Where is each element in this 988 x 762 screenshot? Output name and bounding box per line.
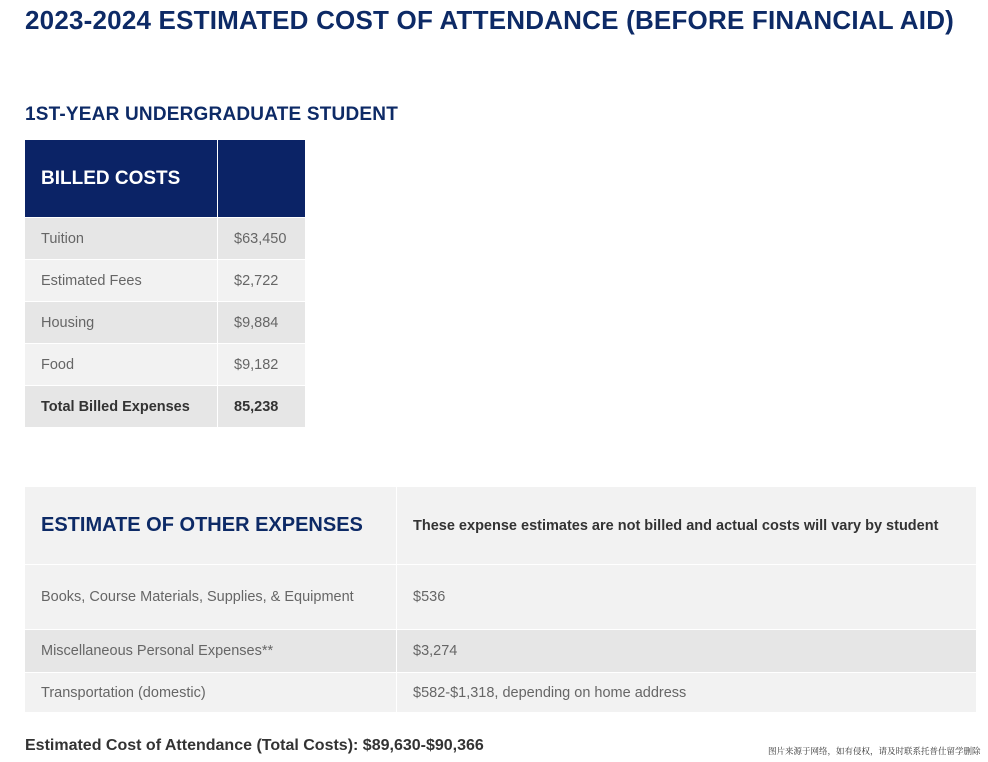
row-value: $582-$1,318, depending on home address [397, 673, 977, 713]
table-row [25, 218, 305, 260]
row-value: $3,274 [397, 630, 977, 673]
row-value: $2,722 [218, 260, 306, 302]
billed-costs-header-value [218, 140, 306, 218]
billed-costs-header: BILLED COSTS [25, 140, 218, 218]
billed-costs-table [25, 140, 305, 427]
table-header-row [25, 487, 976, 565]
row-label: Books, Course Materials, Supplies, & Equipment [25, 565, 397, 630]
row-value: $536 [397, 565, 977, 630]
row-label: Tuition [25, 218, 218, 260]
row-label: Estimated Fees [25, 260, 218, 302]
total-cost-summary: Estimated Cost of Attendance (Total Costs): $89,630-$90,366 [25, 737, 484, 754]
watermark-text: 图片来源于网络，如有侵权，请及时联系托普仕留学删除 [768, 746, 981, 756]
row-label: Food [25, 344, 218, 386]
table-row [25, 302, 305, 344]
table-row [25, 673, 976, 713]
row-value: $63,450 [218, 218, 306, 260]
table-header-row [25, 140, 305, 218]
section-subtitle: 1ST-YEAR UNDERGRADUATE STUDENT [25, 104, 399, 125]
table-row [25, 630, 976, 673]
total-value: 85,238 [218, 386, 306, 428]
other-expenses-note: These expense estimates are not billed and actual costs will vary by student [397, 487, 977, 565]
row-label: Transportation (domestic) [25, 673, 397, 713]
row-label: Housing [25, 302, 218, 344]
page-title: 2023-2024 ESTIMATED COST OF ATTENDANCE (BEFORE FINANCIAL AID) [25, 5, 955, 35]
other-expenses-header: ESTIMATE OF OTHER EXPENSES [25, 487, 397, 565]
table-row [25, 344, 305, 386]
table-row [25, 260, 305, 302]
row-value: $9,884 [218, 302, 306, 344]
other-expenses-table [25, 487, 976, 712]
table-row [25, 565, 976, 630]
total-label: Total Billed Expenses [25, 386, 218, 428]
row-label: Miscellaneous Personal Expenses** [25, 630, 397, 673]
total-row [25, 386, 305, 428]
row-value: $9,182 [218, 344, 306, 386]
